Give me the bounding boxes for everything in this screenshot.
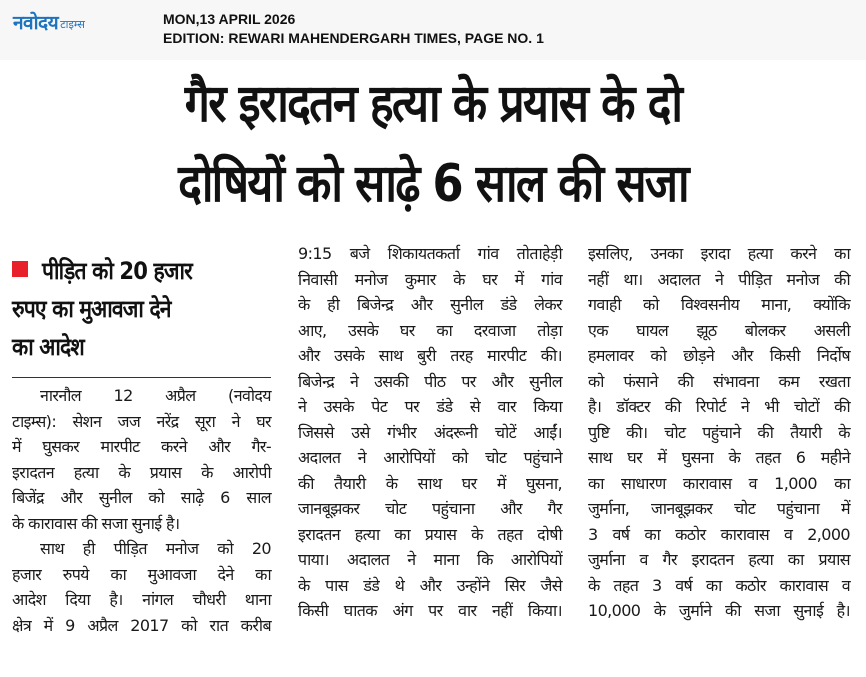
body-line: नारनौल 12 अप्रैल (नवोदय — [40, 386, 271, 405]
body-line: को फंसाने की संभावना कम रखता — [588, 371, 850, 391]
body-line: पाया। अदालत ने माना कि आरोपियों — [298, 550, 562, 569]
headline-line: गैर इरादतन हत्या के प्रयास के दो — [184, 74, 682, 134]
body-line: गवाही को विश्वसनीय माना, क्योंकि — [588, 295, 850, 314]
edition-info: EDITION: REWARI MAHENDERGARH TIMES, PAGE NO. 1 — [163, 30, 544, 46]
article-column-3 — [588, 241, 850, 624]
headline-line: दोषियों को साढ़े 6 साल की सजा — [178, 154, 688, 214]
body-line: बिजेन्द्र ने उसकी पीठ पर और सुनील — [298, 371, 562, 391]
newspaper-logo — [13, 11, 85, 33]
article-subheadline — [12, 252, 274, 366]
body-line: पुष्टि की। चोट पहुंचाने की तैयारी के — [588, 422, 850, 442]
body-line: साथ घर में घुसना के तहत 6 महीने — [588, 448, 850, 467]
masthead-bar — [0, 0, 866, 60]
body-line: के पास डंडे थे और उन्होंने सिर जैसे — [298, 575, 562, 595]
subheadline-line: का आदेश — [12, 333, 84, 361]
body-line: इसलिए, उनका इरादा हत्या करने का — [588, 244, 850, 263]
body-line: अदालत ने आरोपियों को चोट पहुंचाने — [298, 448, 562, 467]
body-line: आदेश दिया है। नांगल चौधरी थाना — [12, 590, 271, 609]
publication-date: MON,13 APRIL 2026 — [163, 11, 296, 27]
body-line: के कारावास की सजा सुनाई है। — [12, 513, 180, 533]
body-line: जिससे उसे गंभीर अंदरूनी चोटें आईं। — [298, 422, 562, 442]
body-line: इरादतन हत्या के प्रयास के आरोपी — [12, 462, 271, 482]
article-column-2 — [298, 241, 562, 624]
body-line: निवासी मनोज कुमार के घर में गांव — [298, 269, 562, 289]
body-line: क्षेत्र में 9 अप्रैल 2017 को रात करीब — [12, 615, 271, 635]
body-line: के ही बिजेन्द्र और सुनील डंडे लेकर — [298, 295, 562, 314]
body-line: 10,000 के जुर्माने की सजा सुनाई है। — [588, 601, 850, 620]
body-line: की तैयारी के साथ घर में घुसना, — [298, 473, 562, 493]
subheadline-line: पीड़ित को 20 हजार — [42, 257, 192, 285]
body-line: के तहत 3 वर्ष का कठोर कारावास व — [588, 575, 850, 595]
body-line: हमलावर को छोड़ने और किसी निर्दोष — [588, 346, 850, 365]
body-line: जानबूझकर चोट पहुंचाना और गैर — [298, 499, 562, 518]
body-line: आए, उसके घर का दरवाजा तोड़ा — [298, 320, 562, 340]
body-line: हजार रुपये का मुआवजा देने का — [12, 564, 271, 584]
body-line: 9:15 बजे शिकायतकर्ता गांव तोताहेड़ी — [298, 244, 562, 263]
body-line: है। डॉक्टर की रिपोर्ट ने भी चोटों की — [588, 397, 850, 416]
body-line: बिजेंद्र और सुनील को साढ़े 6 साल — [12, 488, 271, 507]
body-line: जुर्माना, जानबूझकर चोट पहुंचाना में — [588, 499, 850, 518]
body-line: किसी घातक अंग पर वार नहीं किया। — [298, 601, 562, 620]
article-headline — [61, 64, 806, 224]
body-line: साथ ही पीड़ित मनोज को 20 — [40, 539, 271, 558]
body-line: में घुसकर मारपीट करने और गैर- — [12, 437, 271, 456]
subheadline-line: रुपए का मुआवजा देने — [12, 295, 171, 323]
body-line: ने उसके पेट पर डंडे से वार किया — [298, 397, 562, 416]
logo-sub-text: टाइम्स — [60, 18, 85, 31]
body-line: एक घायल झूठ बोलकर असली — [588, 320, 850, 340]
body-line: का साधारण कारावास व 1,000 का — [588, 473, 850, 493]
body-line: जुर्माना व गैर इरादतन हत्या का प्रयास — [588, 550, 850, 569]
body-line: टाइम्स): सेशन जज नरेंद्र सूरा ने घर — [12, 411, 271, 431]
body-line: और उसके साथ बुरी तरह मारपीट की। — [298, 346, 562, 365]
body-line: इरादतन हत्या का प्रयास के तहत दोषी — [298, 524, 562, 544]
article-column-1 — [12, 383, 271, 638]
subheadline-divider — [12, 377, 271, 378]
body-line: नहीं था। अदालत ने पीड़ित मनोज की — [588, 269, 850, 289]
red-square-bullet-icon — [12, 261, 28, 277]
body-line: 3 वर्ष का कठोर कारावास व 2,000 — [588, 524, 850, 544]
edition-meta — [163, 10, 544, 48]
logo-main-text: नवोदय — [13, 12, 59, 34]
